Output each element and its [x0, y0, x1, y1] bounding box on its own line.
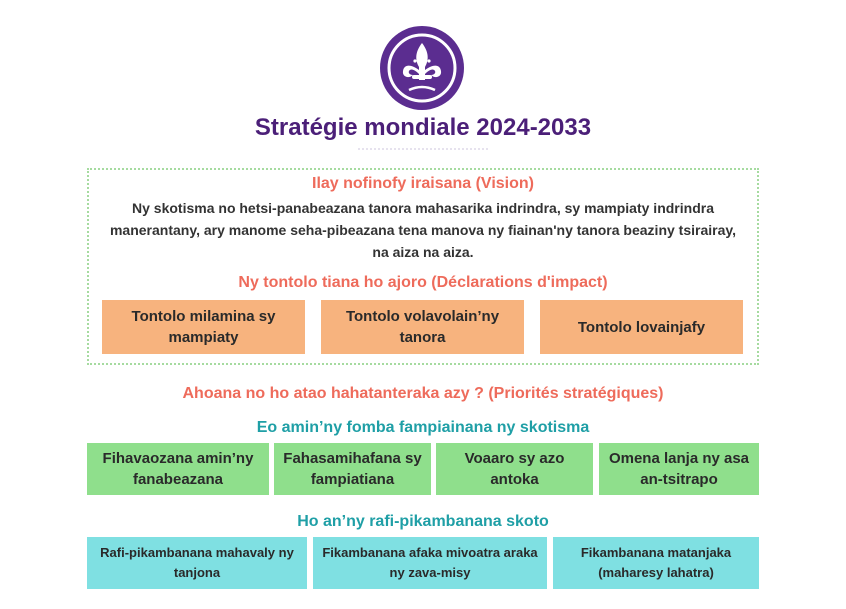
priorities-group2-heading: Ho an’ny rafi-pikambanana skoto — [297, 513, 549, 530]
priority-box-3: Voaaro sy azo antoka — [436, 443, 593, 495]
impact-box-3: Tontolo lovainjafy — [540, 300, 743, 354]
org-box-1: Rafi-pikambanana mahavaly ny tanjona — [87, 537, 307, 589]
impact-box-2: Tontolo volavolain’ny tanora — [321, 300, 524, 354]
impact-box-1: Tontolo milamina sy mampiaty — [102, 300, 305, 354]
vision-text: Ny skotisma no hetsi-panabeazana tanora mahasarika indrindra, sy mampiaty indrindra manerantany, ary manome seha-pibeazana tena manova ny fiainan'ny tanora beaziny tsirairay, na aiza na aiza. — [109, 200, 737, 260]
fleur-de-lis-icon — [380, 26, 464, 110]
vision-heading: Ilay nofinofy iraisana (Vision) — [312, 175, 534, 192]
org-box-3: Fikambanana matanjaka (maharesy lahatra) — [553, 537, 759, 589]
priority-box-1: Fihavaozana amin’ny fanabeazana — [87, 443, 269, 495]
priorities-group1-heading: Eo amin’ny fomba fampiainana ny skotisma — [256, 419, 590, 436]
impact-heading: Ny tontolo tiana ho ajoro (Déclarations d'impact) — [238, 274, 608, 291]
priority-box-4: Omena lanja ny asa an-tsitrapo — [599, 443, 759, 495]
org-box-2: Fikambanana afaka mivoatra araka ny zava-misy — [313, 537, 547, 589]
priorities-heading: Ahoana no ho atao hahatanteraka azy ? (Priorités stratégiques) — [182, 385, 664, 402]
title-divider — [358, 148, 488, 150]
scout-logo — [380, 26, 464, 110]
page-title: Stratégie mondiale 2024-2033 — [254, 114, 592, 141]
priority-box-2: Fahasamihafana sy fampiatiana — [274, 443, 431, 495]
